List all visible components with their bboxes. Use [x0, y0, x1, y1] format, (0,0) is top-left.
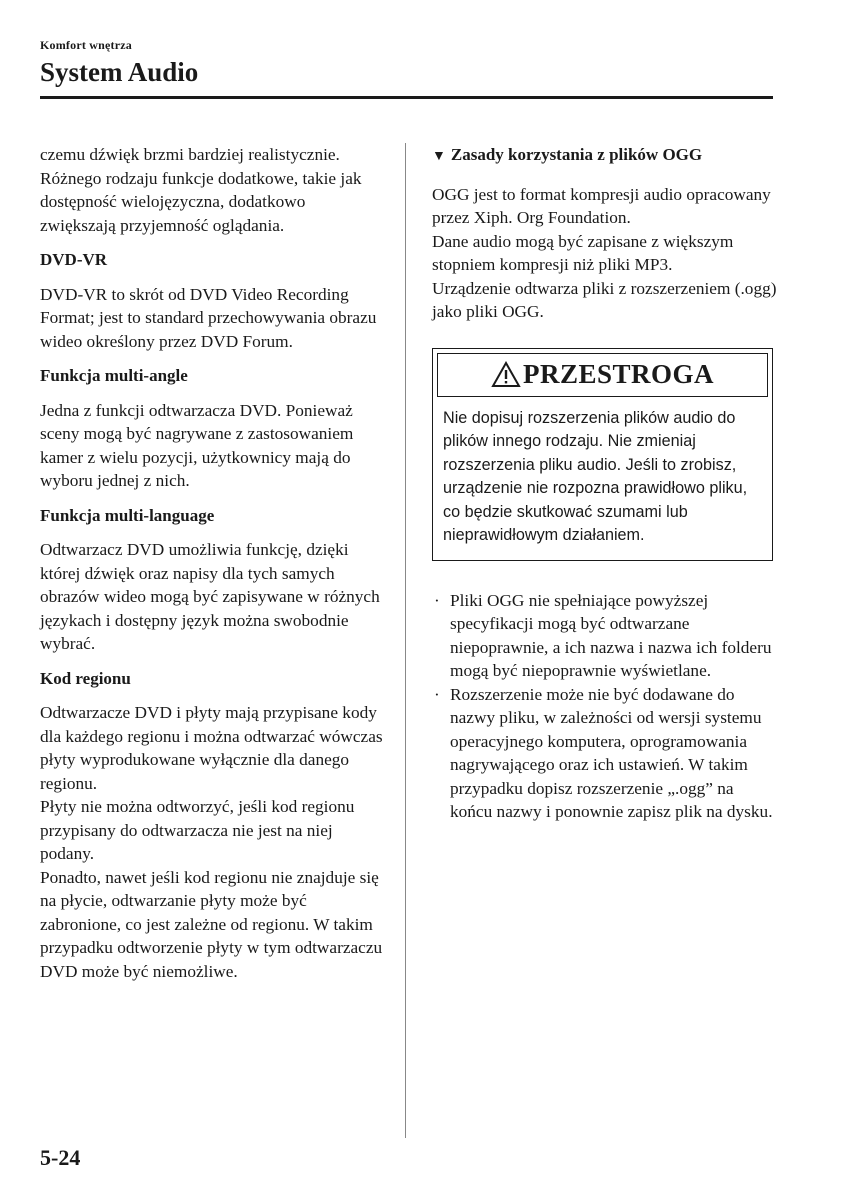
multilanguage-text: Odtwarzacz DVD umożliwia funkcję, dzięki której dźwięk oraz napisy dla tych samych obrazów wideo mogą być zapisywane w różnych językach i dostępny język można swobodnie wybrać. [40, 540, 380, 653]
ogg-paragraph-2: Dane audio mogą być zapisane z większym stopniem kompresji niż pliki MP3. [432, 231, 734, 274]
multiangle-text: Jedna z funkcji odtwarzacza DVD. Ponieważ sceny mogą być nagrywane z zastosowaniem kamer z wielu pozycji, użytkownicy mają do wyboru jednej z nich. [40, 400, 354, 490]
list-item-text: Rozszerzenie może nie być dodawane do nazwy pliku, w zależności od wersji systemu operacyjnego komputera, oprogramowania nagrywającego oraz ich ustawień. W takim przypadku dopisz rozszerzenie „.ogg” na końcu nazwy i ponownie zapisz plik na dysku. [450, 684, 773, 821]
dvdvr-text: DVD-VR to skrót od DVD Video Recording Format; jest to standard przechowywania obrazu wideo określony przez DVD Forum. [40, 284, 377, 351]
intro-paragraph-1: czemu dźwięk brzmi bardziej realistycznie. [40, 145, 340, 164]
triangle-marker-icon: ▼ [432, 149, 446, 164]
right-column [432, 143, 777, 824]
caution-text: Nie dopisuj rozszerzenia plików audio do plików innego rodzaju. Nie zmieniaj rozszerzenia pliku audio. Jeśli to zrobisz, urządzenie nie rozpozna prawidłowo pliku, co będzie skutkować szumami lub nieprawidłowym działaniem. [443, 408, 748, 544]
multiangle-heading: Funkcja multi-angle [40, 366, 188, 385]
bullet-dot-icon: · [434, 684, 440, 704]
page-title: System Audio [40, 57, 199, 87]
list-item [432, 683, 777, 824]
region-paragraph-1: Odtwarzacze DVD i płyty mają przypisane kody dla każdego regionu i można odtwarzać wówczas płyty wyprodukowane wyłącznie dla danego regionu. [40, 703, 383, 793]
caution-title: PRZESTROGA [522, 358, 715, 389]
section-label: Komfort wnętrza [40, 38, 132, 52]
ogg-heading [432, 143, 777, 169]
dvdvr-heading: DVD-VR [40, 250, 108, 269]
list-item-text: Pliki OGG nie spełniające powyższej specyfikacji mogą być odtwarzane niepoprawnie, a ich nazwa i nazwa ich folderu mogą być niepoprawnie wyświetlane. [450, 590, 772, 680]
multilanguage-heading: Funkcja multi-language [40, 505, 215, 525]
ogg-heading-text: Zasady korzystania z plików OGG [450, 145, 703, 164]
ogg-paragraph-3: Urządzenie odtwarza pliki z rozszerzeniem (.ogg) jako pliki OGG. [432, 278, 777, 321]
region-paragraph-2: Płyty nie można odtworzyć, jeśli kod regionu przypisany do odtwarzacza nie jest na niej podany. [40, 797, 355, 863]
left-column [40, 143, 385, 983]
intro-paragraph-2: Różnego rodzaju funkcje dodatkowe, takie jak dostępność wielojęzyczna, dodatkowo zwiększają przyjemność oglądania. [40, 168, 362, 235]
caution-title-bar [437, 353, 768, 397]
notes-list [432, 589, 777, 824]
bullet-dot-icon: · [434, 590, 440, 610]
region-paragraph-3: Ponadto, nawet jeśli kod regionu nie znajduje się na płycie, odtwarzanie płyty może być zabronione, co jest zależne od regionu. W takim przypadku odtworzenie płyty w tym odtwarzaczu DVD może być niemożliwe. [40, 867, 383, 981]
header-rule [40, 96, 773, 99]
ogg-paragraph-1: OGG jest to format kompresji audio opracowany przez Xiph. Org Foundation. [432, 184, 771, 227]
page-header [40, 38, 772, 86]
column-divider [405, 143, 406, 1138]
warning-triangle-icon [491, 361, 521, 388]
page-number: 5-24 [40, 1145, 81, 1170]
caution-box [432, 348, 773, 561]
region-heading: Kod regionu [40, 668, 131, 688]
list-item [432, 589, 777, 683]
